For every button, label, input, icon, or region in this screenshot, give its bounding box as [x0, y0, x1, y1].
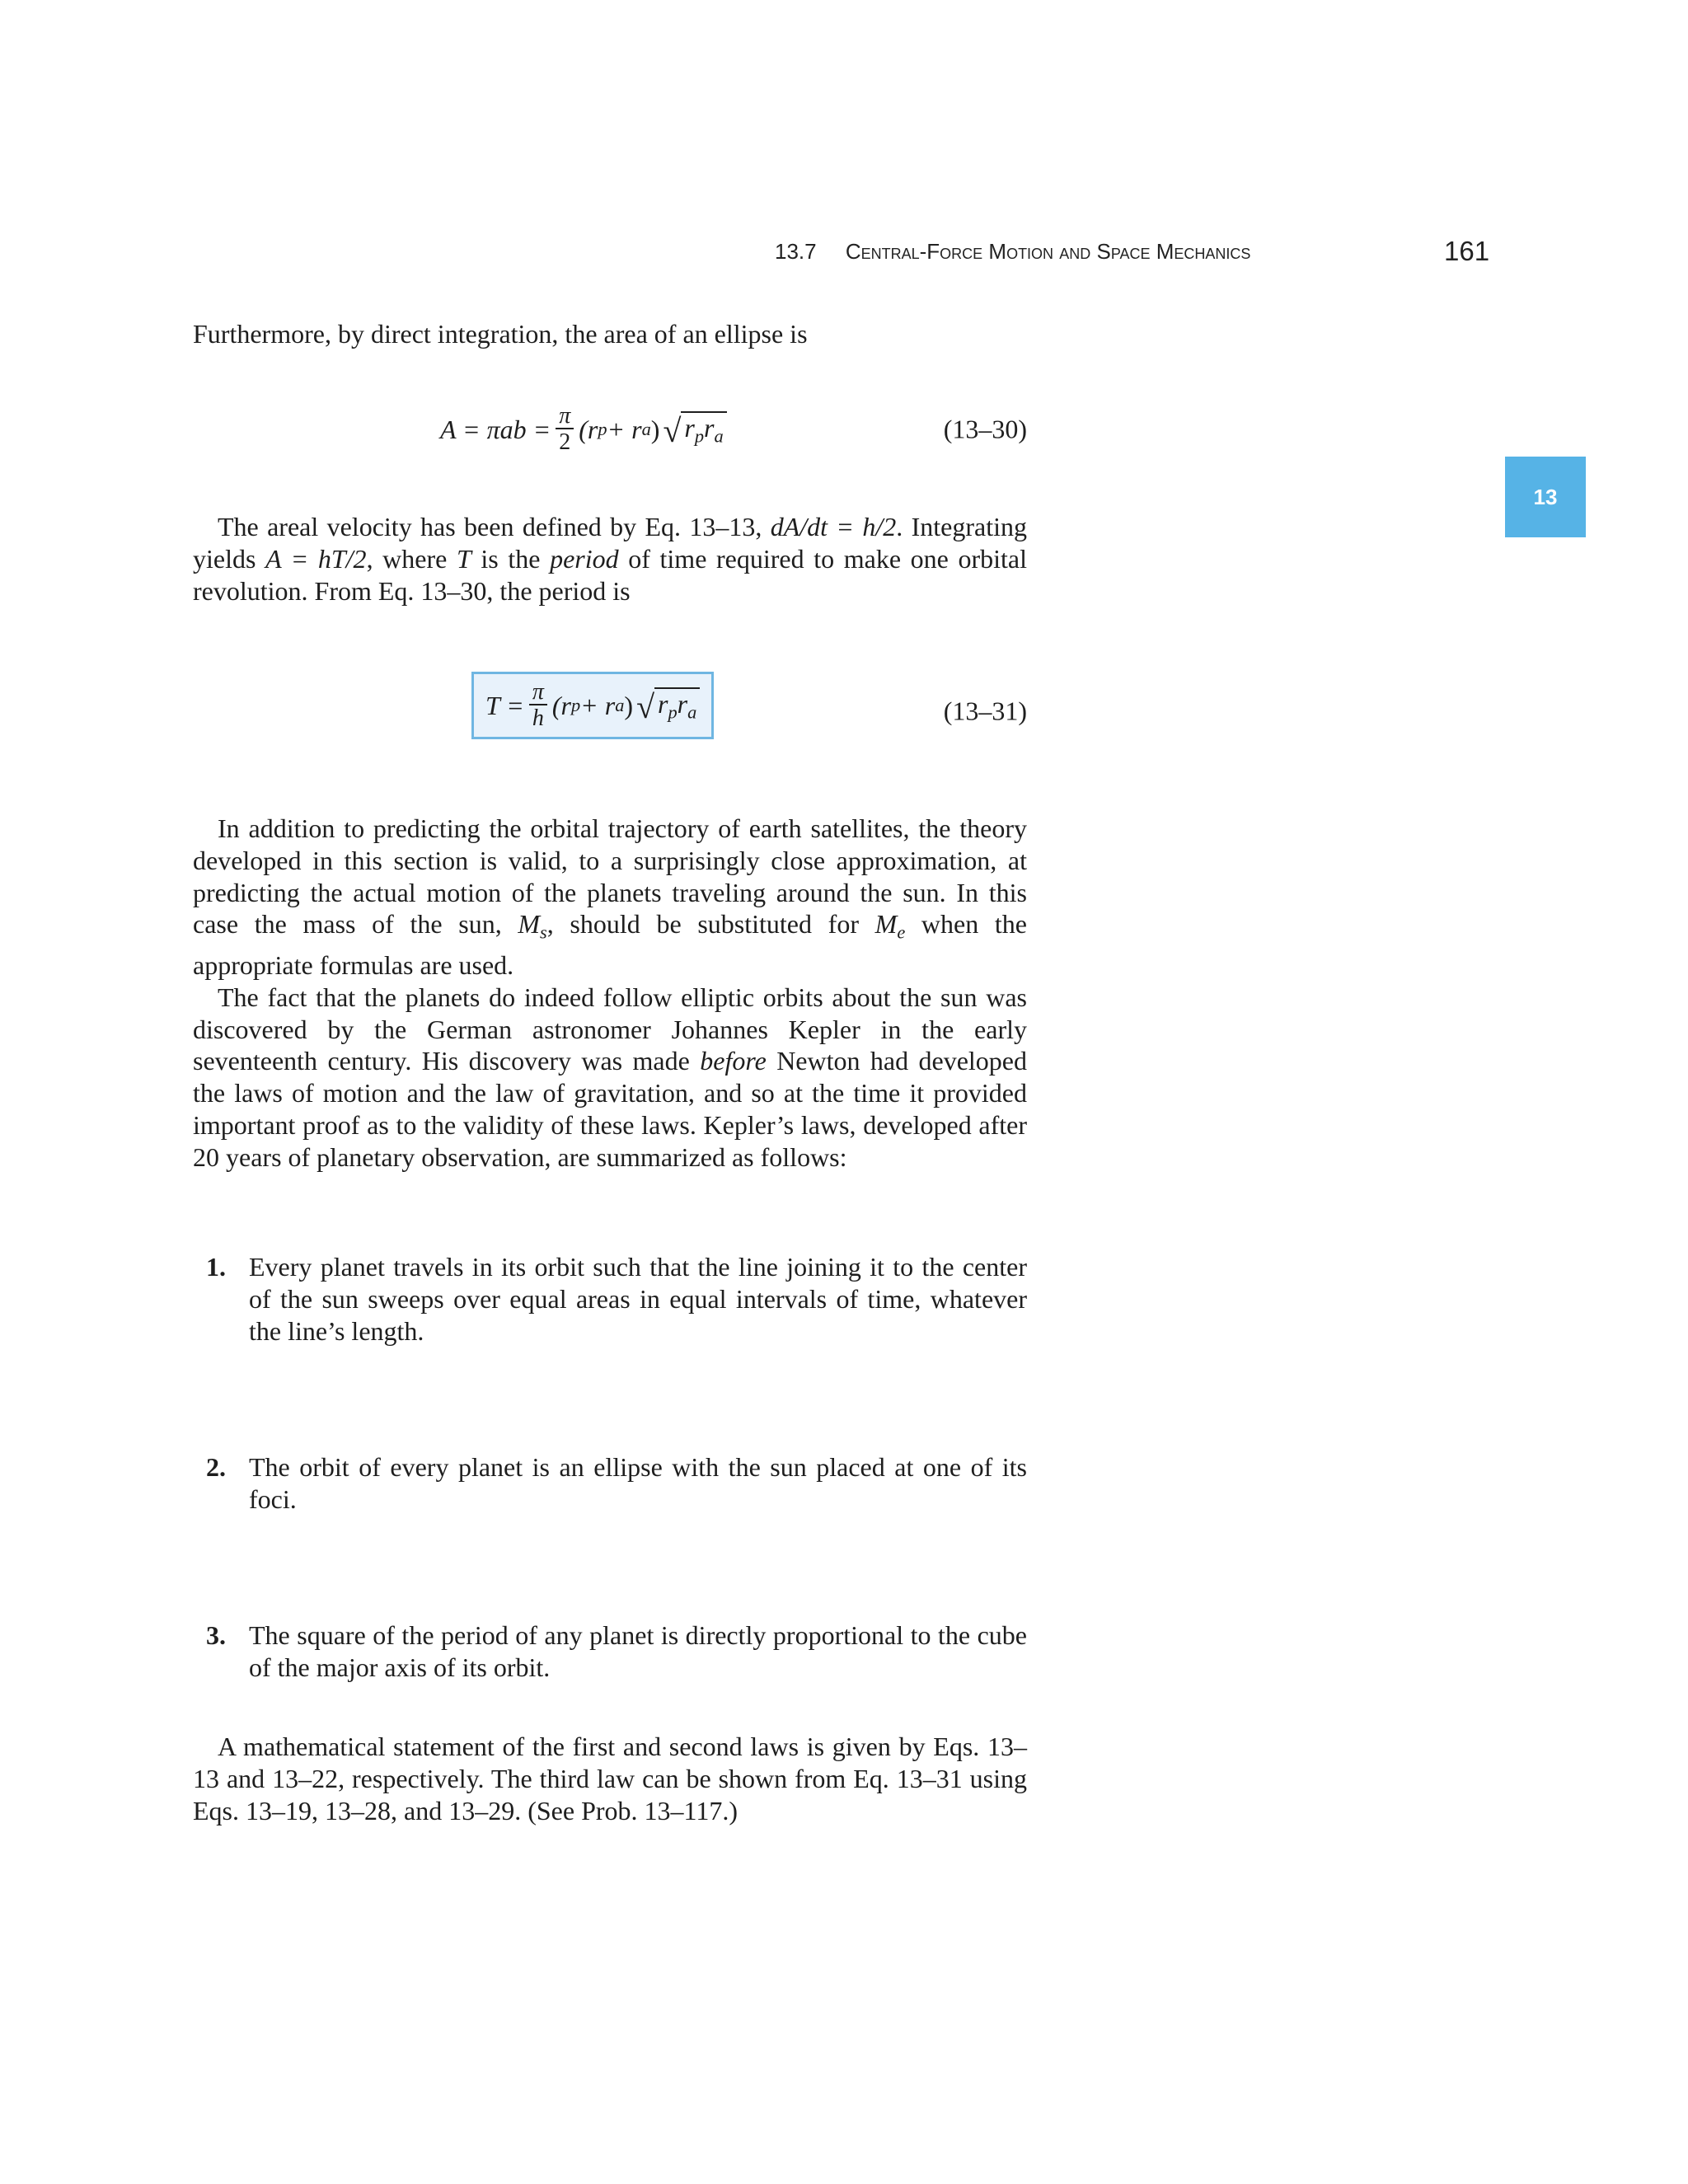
eq31-sub-a: a [615, 695, 625, 715]
intro-paragraph [193, 318, 1027, 350]
law-text-3: The square of the period of any planet is directly proportional to the cube of the major axis of its orbit. [249, 1620, 1027, 1682]
eq31-frac-num: π [529, 681, 547, 705]
eq30-fraction [556, 405, 574, 454]
eq31-frac-den: h [532, 705, 544, 731]
section-number: 13.7 [775, 239, 817, 264]
section-title: Central-Force Motion and Space Mechanics [845, 239, 1251, 264]
eq30-radical: √ [663, 411, 682, 449]
para2-text [193, 813, 1027, 982]
para1-m3: T [456, 543, 471, 574]
eq31-fraction [529, 681, 547, 730]
eq30-rad-sub-p: p [694, 425, 705, 447]
law-text-2: The orbit of every planet is an ellipse with the sun placed at one of its foci. [249, 1452, 1027, 1514]
paragraph-areal-velocity [193, 511, 1027, 607]
law-item-1 [206, 1251, 1027, 1347]
eq30-rad-sub-a: a [714, 425, 724, 447]
law-item-3 [206, 1619, 1027, 1684]
eq31-sqrt [636, 687, 700, 724]
eq30-frac-den: 2 [559, 429, 571, 455]
law-number-2: 2. [206, 1452, 226, 1482]
para1-t4: is the [471, 543, 551, 574]
para2-t1: In addition to predicting the orbital trajectory of earth satellites, the theory developed in this section is valid, to a surprisingly close approximation, at predicting the actual motion of the planets traveling around the sun. In this case the mass of the sun, [193, 813, 1027, 940]
law-number-3: 3. [206, 1620, 226, 1650]
equation-13-30 [193, 392, 1027, 466]
para1-emph: period [550, 543, 619, 574]
intro-text: Furthermore, by direct integration, the area of an ellipse is [193, 319, 808, 349]
eq30-close: ) [650, 414, 660, 444]
eq31-rad-r1: r [658, 689, 668, 719]
para2-sub1: s [540, 922, 547, 944]
law-text-1: Every planet travels in its orbit such that the line joining it to the center of the sun sweeps over equal areas in equal intervals of time, whatever the line’s length. [249, 1252, 1027, 1346]
equation-13-30-body [440, 392, 727, 466]
para1-m1: dA/dt = h/2 [770, 512, 897, 541]
para2-m1: M [518, 909, 541, 940]
eq30-paren: (r [579, 414, 598, 444]
eq31-radical: √ [636, 687, 655, 725]
equation-number-13-31: (13–31) [943, 696, 1027, 726]
equation-13-31-box [471, 672, 714, 739]
para1-m2: A = hT/2 [265, 543, 367, 574]
eq31-lhs: T = [485, 690, 524, 720]
para3-t2: Newton had developed the laws of motion and the law of gravitation, and so at the time it provided important proof as to the validity of these laws. Kepler’s laws, developed after 20 years of planetary observation, are summarized as follows: [193, 1046, 1028, 1172]
para1-t3: , where [366, 543, 457, 574]
para2-t2: , should be substituted for [546, 909, 875, 940]
eq31-plus: + r [580, 690, 616, 720]
eq30-sub-a: a [641, 419, 651, 439]
para1-t1: The areal velocity has been defined by Eq. 13–13, [218, 512, 771, 541]
eq31-rad-r2: r [677, 689, 688, 719]
para1-text [193, 511, 1027, 607]
eq31-close: ) [624, 690, 634, 720]
eq30-rad-r1: r [684, 413, 695, 443]
eq31-rad-sub-p: p [668, 701, 678, 723]
chapter-tab: 13 [1505, 457, 1586, 537]
equation-number-13-30: (13–30) [943, 414, 1027, 444]
para3-text [193, 982, 1027, 1174]
eq31-radicand [654, 687, 700, 724]
para2-m2: M [874, 909, 898, 940]
paragraph-block-kepler [193, 813, 1027, 1173]
eq30-sqrt [663, 411, 726, 448]
para3-emph: before [700, 1046, 767, 1076]
law-item-2 [206, 1451, 1027, 1516]
paragraph-mathematical-statement [193, 1731, 1027, 1826]
page-number: 161 [1444, 236, 1490, 266]
para2-t3: when the appropriate formulas are used. [193, 909, 1028, 980]
eq31-rad-sub-a: a [687, 701, 697, 723]
para3-t1: The fact that the planets do indeed follow elliptic orbits about the sun was discovered by the German astronomer Johannes Kepler in the early seventeenth century. His discovery was made [193, 982, 1027, 1076]
eq30-frac-num: π [556, 405, 574, 429]
para4-text: A mathematical statement of the first and second laws is given by Eqs. 13–13 and 13–22, respectively. The third law can be shown from Eq. 13–31 using Eqs. 13–19, 13–28, and 13–29. (See Prob. 13–117.) [193, 1732, 1027, 1825]
equation-13-31 [193, 672, 1027, 751]
eq30-lhs: A = πab = [440, 414, 551, 444]
eq31-paren: (r [551, 690, 571, 720]
running-header [775, 239, 1250, 265]
eq30-sub-p: p [598, 419, 607, 439]
eq30-rad-r2: r [704, 413, 715, 443]
eq30-plus: + r [607, 414, 642, 444]
para1-t2: . Integrating yields [193, 512, 1028, 574]
law-number-1: 1. [206, 1252, 226, 1282]
para1-t5: of time required to make one orbital revolution. From Eq. 13–30, the period is [193, 543, 1028, 606]
eq30-radicand [681, 411, 726, 448]
para2-sub2: e [897, 922, 906, 944]
eq31-sub-p: p [570, 695, 581, 715]
